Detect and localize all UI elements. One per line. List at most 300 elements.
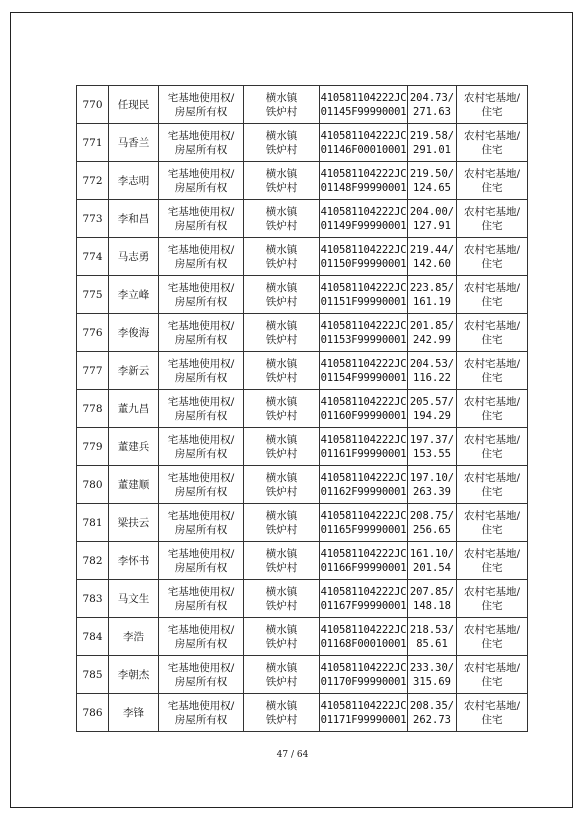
location-line: 横水镇: [265, 623, 298, 636]
location-cell: [244, 390, 320, 428]
area-cell: [408, 276, 457, 314]
location-line: 横水镇: [265, 243, 298, 256]
table-row: [77, 542, 528, 580]
land-use-cell: [457, 618, 528, 656]
unit-code-line: 01167F99990001: [320, 599, 407, 612]
location-line: 铁炉村: [265, 295, 298, 308]
table-row: [77, 200, 528, 238]
unit-code-line: 01171F99990001: [320, 713, 407, 726]
right-type-line: 宅基地使用权/: [167, 471, 235, 484]
right-type-line: 房屋所有权: [174, 523, 228, 536]
location-cell: [244, 238, 320, 276]
table-row: [77, 86, 528, 124]
right-type-line: 房屋所有权: [174, 219, 228, 232]
right-type-line: 房屋所有权: [174, 599, 228, 612]
right-type-cell: [159, 656, 244, 694]
area-cell: [408, 200, 457, 238]
land-use-line: 农村宅基地/: [463, 699, 521, 712]
right-type-line: 宅基地使用权/: [167, 319, 235, 332]
unit-code-line: 410581104222JC: [320, 547, 407, 560]
area-line: 197.10/: [409, 471, 455, 484]
location-cell: [244, 86, 320, 124]
land-use-line: 住宅: [481, 105, 503, 118]
owner-name-cell: 董建顺: [109, 466, 159, 504]
land-use-line: 农村宅基地/: [463, 433, 521, 446]
right-type-cell: [159, 466, 244, 504]
right-type-line: 宅基地使用权/: [167, 585, 235, 598]
land-use-cell: [457, 276, 528, 314]
unit-code-line: 410581104222JC: [320, 357, 407, 370]
land-use-line: 农村宅基地/: [463, 623, 521, 636]
right-type-line: 宅基地使用权/: [167, 623, 235, 636]
table-row: [77, 656, 528, 694]
table-row: [77, 618, 528, 656]
location-line: 铁炉村: [265, 523, 298, 536]
right-type-line: 房屋所有权: [174, 713, 228, 726]
land-use-cell: [457, 466, 528, 504]
record-number-cell: 781: [77, 504, 109, 542]
land-use-line: 住宅: [481, 561, 503, 574]
unit-code-cell: [320, 238, 408, 276]
location-line: 横水镇: [265, 205, 298, 218]
location-line: 横水镇: [265, 471, 298, 484]
land-use-cell: [457, 124, 528, 162]
unit-code-line: 410581104222JC: [320, 509, 407, 522]
unit-code-cell: [320, 428, 408, 466]
right-type-line: 宅基地使用权/: [167, 661, 235, 674]
unit-code-line: 01166F99990001: [320, 561, 407, 574]
right-type-line: 房屋所有权: [174, 447, 228, 460]
land-use-line: 农村宅基地/: [463, 281, 521, 294]
unit-code-line: 01162F99990001: [320, 485, 407, 498]
right-type-cell: [159, 542, 244, 580]
location-line: 铁炉村: [265, 181, 298, 194]
right-type-line: 宅基地使用权/: [167, 243, 235, 256]
land-use-line: 农村宅基地/: [463, 509, 521, 522]
land-use-line: 农村宅基地/: [463, 585, 521, 598]
record-number-cell: 780: [77, 466, 109, 504]
area-line: 262.73: [413, 713, 451, 726]
right-type-cell: [159, 504, 244, 542]
location-cell: [244, 276, 320, 314]
location-line: 横水镇: [265, 699, 298, 712]
record-number-cell: 776: [77, 314, 109, 352]
area-line: 219.58/: [409, 129, 455, 142]
right-type-cell: [159, 162, 244, 200]
land-use-line: 住宅: [481, 447, 503, 460]
location-cell: [244, 162, 320, 200]
right-type-line: 宅基地使用权/: [167, 357, 235, 370]
table-row: [77, 162, 528, 200]
area-line: 201.85/: [409, 319, 455, 332]
land-use-line: 住宅: [481, 219, 503, 232]
unit-code-line: 01153F99990001: [320, 333, 407, 346]
right-type-line: 宅基地使用权/: [167, 699, 235, 712]
owner-name-cell: 马文生: [109, 580, 159, 618]
location-line: 横水镇: [265, 547, 298, 560]
location-line: 横水镇: [265, 509, 298, 522]
area-line: 219.50/: [409, 167, 455, 180]
location-cell: [244, 124, 320, 162]
area-line: 242.99: [413, 333, 451, 346]
land-use-line: 住宅: [481, 637, 503, 650]
location-line: 铁炉村: [265, 143, 298, 156]
area-line: 223.85/: [409, 281, 455, 294]
right-type-cell: [159, 428, 244, 466]
right-type-line: 房屋所有权: [174, 333, 228, 346]
unit-code-line: 410581104222JC: [320, 471, 407, 484]
right-type-cell: [159, 86, 244, 124]
record-number-cell: 786: [77, 694, 109, 732]
unit-code-line: 01161F99990001: [320, 447, 407, 460]
area-line: 197.37/: [409, 433, 455, 446]
record-number-cell: 775: [77, 276, 109, 314]
area-line: 263.39: [413, 485, 451, 498]
location-cell: [244, 466, 320, 504]
unit-code-line: 01150F99990001: [320, 257, 407, 270]
unit-code-line: 01154F99990001: [320, 371, 407, 384]
area-line: 315.69: [413, 675, 451, 688]
location-cell: [244, 504, 320, 542]
area-cell: [408, 504, 457, 542]
area-cell: [408, 86, 457, 124]
owner-name-cell: 李锋: [109, 694, 159, 732]
table-row: [77, 428, 528, 466]
unit-code-line: 01149F99990001: [320, 219, 407, 232]
area-cell: [408, 694, 457, 732]
land-use-line: 农村宅基地/: [463, 547, 521, 560]
right-type-cell: [159, 618, 244, 656]
unit-code-cell: [320, 580, 408, 618]
area-line: 85.61: [416, 637, 448, 650]
land-use-cell: [457, 428, 528, 466]
land-use-cell: [457, 86, 528, 124]
record-number-cell: 785: [77, 656, 109, 694]
unit-code-line: 410581104222JC: [320, 623, 407, 636]
area-line: 161.19: [413, 295, 451, 308]
unit-code-line: 410581104222JC: [320, 699, 407, 712]
owner-name-cell: 李志明: [109, 162, 159, 200]
location-line: 横水镇: [265, 433, 298, 446]
unit-code-line: 410581104222JC: [320, 585, 407, 598]
area-cell: [408, 352, 457, 390]
location-line: 横水镇: [265, 661, 298, 674]
land-use-line: 住宅: [481, 371, 503, 384]
land-use-line: 住宅: [481, 295, 503, 308]
unit-code-cell: [320, 466, 408, 504]
unit-code-cell: [320, 694, 408, 732]
location-line: 横水镇: [265, 319, 298, 332]
area-line: 291.01: [413, 143, 451, 156]
right-type-line: 房屋所有权: [174, 485, 228, 498]
land-use-line: 农村宅基地/: [463, 243, 521, 256]
page-number: 47 / 64: [276, 750, 309, 760]
location-cell: [244, 200, 320, 238]
unit-code-line: 01160F99990001: [320, 409, 407, 422]
unit-code-cell: [320, 162, 408, 200]
record-number-cell: 779: [77, 428, 109, 466]
owner-name-cell: 李新云: [109, 352, 159, 390]
record-number-cell: 774: [77, 238, 109, 276]
right-type-cell: [159, 276, 244, 314]
unit-code-line: 410581104222JC: [320, 661, 407, 674]
location-line: 铁炉村: [265, 219, 298, 232]
location-cell: [244, 314, 320, 352]
right-type-line: 房屋所有权: [174, 637, 228, 650]
record-number-cell: 782: [77, 542, 109, 580]
right-type-cell: [159, 200, 244, 238]
unit-code-cell: [320, 200, 408, 238]
area-line: 208.35/: [409, 699, 455, 712]
land-use-line: 住宅: [481, 675, 503, 688]
land-use-cell: [457, 656, 528, 694]
unit-code-line: 01146F00010001: [320, 143, 407, 156]
land-use-line: 农村宅基地/: [463, 205, 521, 218]
land-use-line: 住宅: [481, 599, 503, 612]
unit-code-line: 410581104222JC: [320, 281, 407, 294]
right-type-line: 宅基地使用权/: [167, 395, 235, 408]
right-type-cell: [159, 580, 244, 618]
unit-code-line: 410581104222JC: [320, 129, 407, 142]
table-row: [77, 580, 528, 618]
area-cell: [408, 124, 457, 162]
location-cell: [244, 694, 320, 732]
land-use-line: 农村宅基地/: [463, 395, 521, 408]
location-line: 横水镇: [265, 395, 298, 408]
right-type-line: 房屋所有权: [174, 105, 228, 118]
right-type-line: 房屋所有权: [174, 675, 228, 688]
location-line: 铁炉村: [265, 561, 298, 574]
record-number-cell: 770: [77, 86, 109, 124]
table-row: [77, 124, 528, 162]
unit-code-cell: [320, 542, 408, 580]
right-type-cell: [159, 352, 244, 390]
right-type-line: 宅基地使用权/: [167, 91, 235, 104]
land-use-line: 农村宅基地/: [463, 357, 521, 370]
unit-code-line: 01168F00010001: [320, 637, 407, 650]
table-row: [77, 504, 528, 542]
table-row: [77, 352, 528, 390]
area-line: 124.65: [413, 181, 451, 194]
right-type-line: 房屋所有权: [174, 371, 228, 384]
right-type-line: 宅基地使用权/: [167, 167, 235, 180]
unit-code-line: 410581104222JC: [320, 167, 407, 180]
area-line: 201.54: [413, 561, 451, 574]
record-number-cell: 783: [77, 580, 109, 618]
owner-name-cell: 梁扶云: [109, 504, 159, 542]
registry-table: [76, 85, 528, 732]
area-cell: [408, 656, 457, 694]
right-type-line: 宅基地使用权/: [167, 547, 235, 560]
unit-code-line: 410581104222JC: [320, 91, 407, 104]
unit-code-cell: [320, 86, 408, 124]
area-cell: [408, 580, 457, 618]
table-row: [77, 314, 528, 352]
area-line: 204.73/: [409, 91, 455, 104]
unit-code-cell: [320, 618, 408, 656]
table-row: [77, 276, 528, 314]
location-line: 铁炉村: [265, 105, 298, 118]
location-line: 铁炉村: [265, 713, 298, 726]
land-use-line: 住宅: [481, 713, 503, 726]
location-line: 横水镇: [265, 357, 298, 370]
unit-code-line: 410581104222JC: [320, 243, 407, 256]
owner-name-cell: 李浩: [109, 618, 159, 656]
right-type-line: 房屋所有权: [174, 143, 228, 156]
owner-name-cell: 任现民: [109, 86, 159, 124]
area-cell: [408, 314, 457, 352]
area-line: 256.65: [413, 523, 451, 536]
location-line: 铁炉村: [265, 485, 298, 498]
area-cell: [408, 238, 457, 276]
owner-name-cell: 李怀书: [109, 542, 159, 580]
area-line: 204.00/: [409, 205, 455, 218]
right-type-line: 宅基地使用权/: [167, 433, 235, 446]
land-use-cell: [457, 542, 528, 580]
land-use-line: 住宅: [481, 257, 503, 270]
land-use-cell: [457, 314, 528, 352]
unit-code-cell: [320, 124, 408, 162]
land-use-line: 住宅: [481, 409, 503, 422]
area-cell: [408, 466, 457, 504]
right-type-cell: [159, 390, 244, 428]
unit-code-line: 01145F99990001: [320, 105, 407, 118]
land-use-line: 农村宅基地/: [463, 129, 521, 142]
unit-code-cell: [320, 276, 408, 314]
right-type-line: 房屋所有权: [174, 561, 228, 574]
registry-table-body: [77, 86, 528, 732]
area-cell: [408, 390, 457, 428]
right-type-line: 宅基地使用权/: [167, 129, 235, 142]
unit-code-cell: [320, 314, 408, 352]
record-number-cell: 772: [77, 162, 109, 200]
right-type-line: 房屋所有权: [174, 257, 228, 270]
unit-code-line: 01148F99990001: [320, 181, 407, 194]
area-line: 207.85/: [409, 585, 455, 598]
land-use-cell: [457, 352, 528, 390]
location-cell: [244, 656, 320, 694]
location-line: 横水镇: [265, 585, 298, 598]
land-use-cell: [457, 504, 528, 542]
unit-code-line: 01170F99990001: [320, 675, 407, 688]
land-use-cell: [457, 200, 528, 238]
table-row: [77, 694, 528, 732]
location-cell: [244, 618, 320, 656]
location-cell: [244, 580, 320, 618]
unit-code-cell: [320, 390, 408, 428]
area-line: 153.55: [413, 447, 451, 460]
owner-name-cell: 李和昌: [109, 200, 159, 238]
area-line: 148.18: [413, 599, 451, 612]
location-line: 铁炉村: [265, 409, 298, 422]
land-use-cell: [457, 162, 528, 200]
land-use-line: 农村宅基地/: [463, 91, 521, 104]
record-number-cell: 778: [77, 390, 109, 428]
unit-code-line: 410581104222JC: [320, 395, 407, 408]
record-number-cell: 784: [77, 618, 109, 656]
location-line: 铁炉村: [265, 371, 298, 384]
right-type-cell: [159, 314, 244, 352]
right-type-line: 房屋所有权: [174, 295, 228, 308]
area-line: 161.10/: [409, 547, 455, 560]
unit-code-line: 01151F99990001: [320, 295, 407, 308]
location-line: 铁炉村: [265, 257, 298, 270]
location-cell: [244, 352, 320, 390]
location-line: 横水镇: [265, 129, 298, 142]
unit-code-cell: [320, 352, 408, 390]
land-use-line: 农村宅基地/: [463, 471, 521, 484]
area-line: 194.29: [413, 409, 451, 422]
unit-code-line: 410581104222JC: [320, 433, 407, 446]
location-line: 铁炉村: [265, 637, 298, 650]
location-line: 铁炉村: [265, 333, 298, 346]
land-use-cell: [457, 238, 528, 276]
owner-name-cell: 董建兵: [109, 428, 159, 466]
area-line: 219.44/: [409, 243, 455, 256]
right-type-line: 宅基地使用权/: [167, 281, 235, 294]
land-use-cell: [457, 694, 528, 732]
area-line: 208.75/: [409, 509, 455, 522]
table-row: [77, 238, 528, 276]
owner-name-cell: 马香兰: [109, 124, 159, 162]
unit-code-cell: [320, 504, 408, 542]
land-use-line: 农村宅基地/: [463, 661, 521, 674]
area-line: 205.57/: [409, 395, 455, 408]
land-use-line: 农村宅基地/: [463, 167, 521, 180]
location-line: 铁炉村: [265, 599, 298, 612]
land-use-cell: [457, 390, 528, 428]
area-line: 142.60: [413, 257, 451, 270]
area-cell: [408, 162, 457, 200]
record-number-cell: 777: [77, 352, 109, 390]
location-line: 铁炉村: [265, 675, 298, 688]
right-type-line: 宅基地使用权/: [167, 509, 235, 522]
right-type-cell: [159, 124, 244, 162]
land-use-line: 住宅: [481, 485, 503, 498]
area-cell: [408, 542, 457, 580]
owner-name-cell: 董九昌: [109, 390, 159, 428]
location-line: 横水镇: [265, 167, 298, 180]
owner-name-cell: 李俊海: [109, 314, 159, 352]
owner-name-cell: 李立峰: [109, 276, 159, 314]
area-line: 271.63: [413, 105, 451, 118]
land-use-line: 住宅: [481, 143, 503, 156]
record-number-cell: 773: [77, 200, 109, 238]
owner-name-cell: 马志勇: [109, 238, 159, 276]
land-use-line: 住宅: [481, 181, 503, 194]
unit-code-line: 410581104222JC: [320, 319, 407, 332]
location-line: 横水镇: [265, 91, 298, 104]
land-use-line: 农村宅基地/: [463, 319, 521, 332]
area-line: 116.22: [413, 371, 451, 384]
right-type-line: 宅基地使用权/: [167, 205, 235, 218]
area-cell: [408, 618, 457, 656]
unit-code-line: 01165F99990001: [320, 523, 407, 536]
location-line: 横水镇: [265, 281, 298, 294]
table-row: [77, 390, 528, 428]
location-cell: [244, 542, 320, 580]
land-use-cell: [457, 580, 528, 618]
record-number-cell: 771: [77, 124, 109, 162]
table-row: [77, 466, 528, 504]
area-line: 127.91: [413, 219, 451, 232]
area-line: 218.53/: [409, 623, 455, 636]
location-cell: [244, 428, 320, 466]
area-line: 233.30/: [409, 661, 455, 674]
land-use-line: 住宅: [481, 523, 503, 536]
land-use-line: 住宅: [481, 333, 503, 346]
area-line: 204.53/: [409, 357, 455, 370]
